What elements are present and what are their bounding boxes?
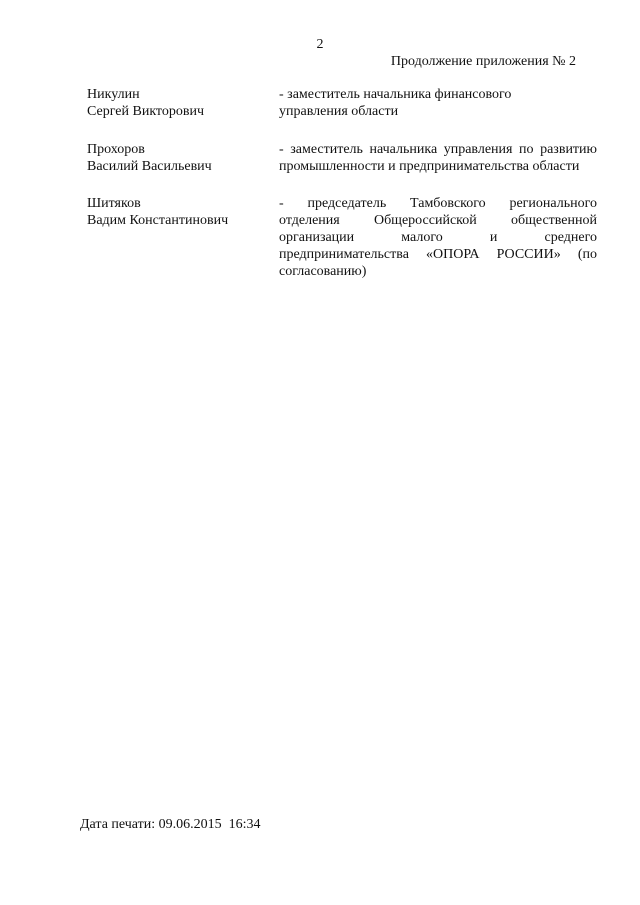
member-name: [87, 195, 267, 229]
member-surname: Шитяков: [87, 196, 141, 211]
member-given-names: Василий Васильевич: [87, 159, 212, 174]
print-date: Дата печати: 09.06.2015 16:34: [80, 817, 261, 832]
appendix-continuation-heading: Продолжение приложения № 2: [390, 54, 576, 69]
member-given-names: Вадим Константинович: [87, 213, 229, 228]
member-name: [87, 141, 267, 175]
page-number: 2: [316, 37, 324, 52]
member-surname: Никулин: [87, 87, 140, 102]
member-role: - председатель Тамбовского регионального отделения Общероссийской общественной организации малого и среднего предпринимательства «ОПОРА РОССИИ» (по согласованию): [279, 196, 597, 279]
member-role: - заместитель начальника управления по развитию промышленности и предпринимательства области: [279, 142, 597, 174]
member-given-names: Сергей Викторович: [87, 104, 205, 119]
member-role: - заместитель начальника финансового управления области: [279, 87, 512, 119]
member-name: [87, 86, 267, 120]
member-surname: Прохоров: [87, 142, 145, 157]
